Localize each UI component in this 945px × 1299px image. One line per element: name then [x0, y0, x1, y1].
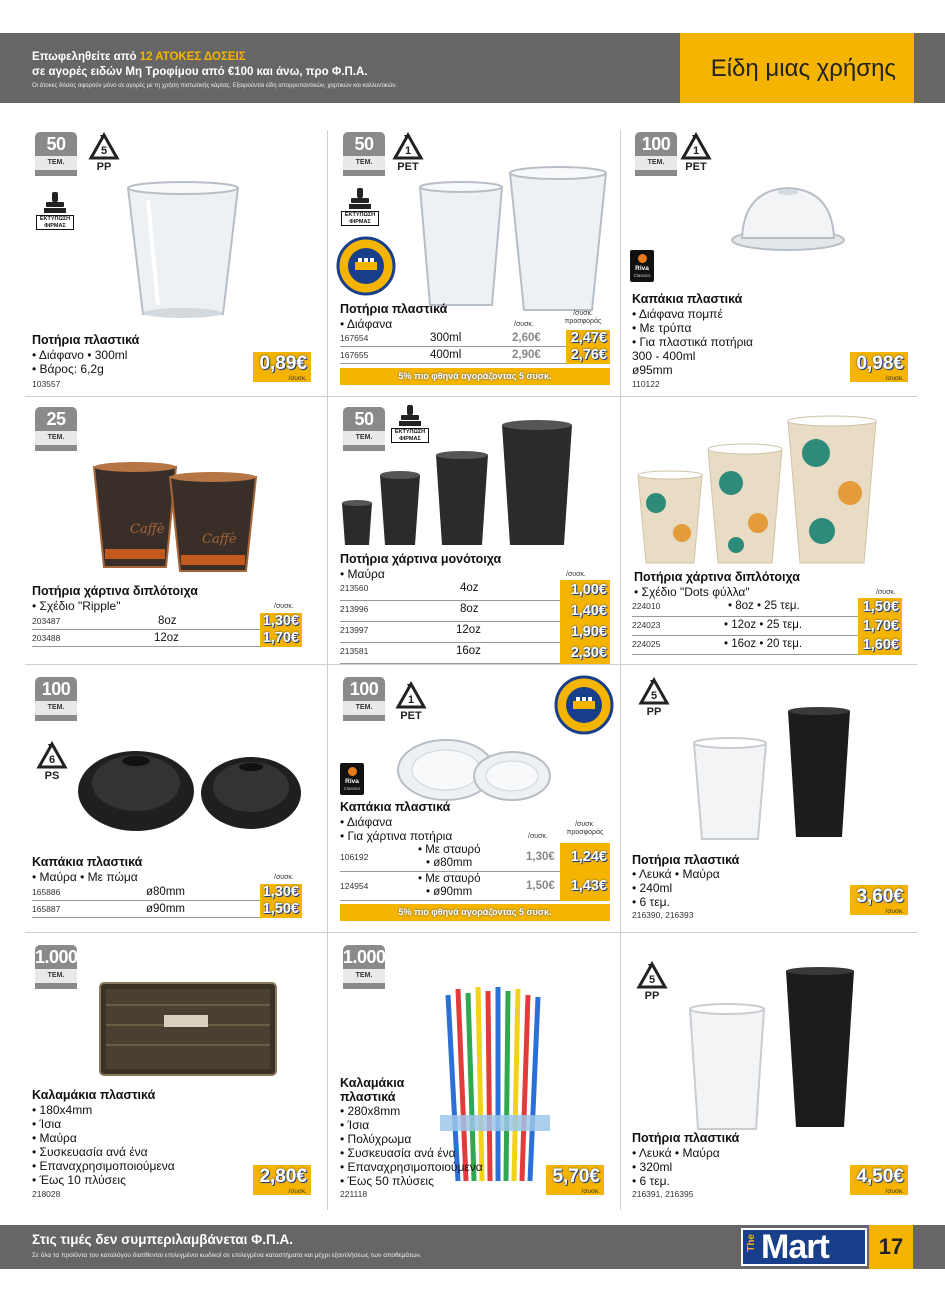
- recycle-code: 6: [48, 754, 56, 766]
- price-table: [340, 843, 610, 901]
- product-title: Ποτήρια χάρτινα μονότοιχα: [340, 552, 502, 566]
- recycle-icon: 5 PP: [634, 677, 674, 725]
- product-card[interactable]: [336, 675, 618, 937]
- product-title: Καπάκια πλαστικά: [340, 800, 451, 814]
- pack-quantity-badge: 1.000 ΤΕΜ.: [343, 945, 385, 989]
- price-tag: 2,80€ /συσκ.: [253, 1165, 311, 1195]
- bulk-discount-banner: 5% πιο φθηνά αγοράζοντας 5 συσκ.: [340, 904, 610, 921]
- product-card[interactable]: [28, 130, 310, 392]
- flat-clear-lids-image: [394, 730, 554, 810]
- product-features: • Διάφανο • 300ml • Βάρος: 6,2g: [32, 348, 128, 376]
- product-features: • Διάφανα: [340, 317, 393, 331]
- product-title: Ποτήρια χάρτινα διπλότοιχα: [634, 570, 800, 584]
- company-print-stamp-icon: ΕΚΤΥΠΩΣΗ ΦΙΡΜΑΣ: [341, 188, 379, 226]
- riva-classics-logo: Riva Classics: [630, 250, 654, 282]
- price-table: [340, 330, 610, 364]
- pack-quantity-badge: 25 ΤΕΜ.: [35, 407, 77, 451]
- price-table: [632, 598, 902, 655]
- product-card[interactable]: [628, 675, 910, 937]
- grid-divider: [620, 130, 621, 1210]
- black-sip-lids-image: [76, 723, 306, 843]
- product-card[interactable]: [336, 405, 618, 667]
- product-card[interactable]: [628, 130, 910, 392]
- recycle-code: 5: [650, 690, 658, 702]
- table-row: 203488 12oz 1,70€: [32, 630, 302, 647]
- price-tag: 0,89€ /συσκ.: [253, 352, 311, 382]
- price-table: [32, 884, 302, 918]
- product-features: • Μαύρα: [340, 567, 385, 581]
- product-features: • Σχέδιο "Ripple": [32, 599, 121, 613]
- vat-notice: Στις τιμές δεν συμπεριλαμβάνεται Φ.Π.Α.: [32, 1232, 294, 1247]
- clear-plastic-cups-image: [410, 165, 610, 320]
- product-card[interactable]: [336, 943, 618, 1205]
- table-row: 213997 12oz 1,90€: [340, 622, 610, 643]
- product-title: Καλαμάκια πλαστικά: [340, 1076, 405, 1104]
- table-row: 165886 ø80mm 1,30€: [32, 884, 302, 901]
- pack-quantity-badge: 100 ΤΕΜ.: [35, 677, 77, 721]
- recycle-icon: 6 PS: [32, 741, 72, 789]
- price-table: [340, 580, 610, 664]
- pack-quantity-badge: 50 ΤΕΜ.: [35, 132, 77, 176]
- table-row: 203487 8oz 1,30€: [32, 613, 302, 630]
- white-black-tumblers-image: [686, 967, 861, 1137]
- column-unit-header: /συσκ.: [876, 589, 896, 596]
- product-code: 221118: [340, 1189, 368, 1199]
- pack-quantity-badge: 50 ΤΕΜ.: [343, 407, 385, 451]
- more-for-less-seal-icon: [554, 675, 614, 735]
- product-card[interactable]: [628, 943, 910, 1205]
- recycle-code: 5: [100, 145, 108, 157]
- section-title-box: [680, 33, 914, 103]
- company-print-stamp-icon: ΕΚΤΥΠΩΣΗ ΦΙΡΜΑΣ: [391, 405, 429, 443]
- price-tag: 0,98€ /συσκ.: [850, 352, 908, 382]
- dome-lid-image: [728, 182, 848, 257]
- more-for-less-seal-icon: [336, 236, 396, 296]
- product-code: 110122: [632, 379, 660, 389]
- product-code: 216390, 216393: [632, 910, 694, 920]
- pack-quantity-badge: 100 ΤΕΜ.: [343, 677, 385, 721]
- recycle-code: 1: [692, 145, 700, 157]
- product-features: • Διάφανα • Για χάρτινα ποτήρια: [340, 815, 453, 843]
- product-code: 103557: [32, 379, 61, 389]
- table-row: 167654 300ml 2,60€ 2,47€: [340, 330, 610, 347]
- recycle-icon: 1 PET: [676, 132, 716, 180]
- product-features: • Διάφανα πομπέ • Με τρύπα • Για πλαστικά ποτήρια 300 - 400ml ø95mm: [632, 307, 753, 377]
- product-features: • Λευκά • Μαύρα • 320ml • 6 τεμ.: [632, 1146, 720, 1188]
- installments-note: Οι άτοκες δόσεις αφορούν μόνο σε αγορές με τη χρήση πιστωτικής κάρτας. Εξαιρούνται είδη απορρυπαντικών, χαρτικών και καλλυντικών.: [32, 83, 398, 89]
- product-card[interactable]: [336, 130, 618, 392]
- table-row: 224010 • 8oz • 25 τεμ. 1,50€: [632, 598, 902, 617]
- product-title: Ποτήρια πλαστικά: [340, 302, 448, 316]
- product-title: Ποτήρια πλαστικά: [32, 333, 140, 347]
- recycle-code: 1: [404, 145, 412, 157]
- recycle-icon: 5 PP: [84, 132, 124, 180]
- recycle-code: 1: [407, 694, 415, 706]
- table-row: 213996 8oz 1,40€: [340, 601, 610, 622]
- table-row: 124954 • Με σταυρό • ø90mm 1,50€ 1,43€: [340, 872, 610, 901]
- price-table: [32, 613, 302, 647]
- product-title: Ποτήρια πλαστικά: [632, 853, 740, 867]
- product-features: • 280x8mm • Ίσια • Πολύχρωμα • Συσκευασία ανά ένα • Επαναχρησιμοποιούμενα • Έως 50 πλύσεις: [340, 1104, 483, 1188]
- installments-highlight: 12 ΑΤΟΚΕΣ ΔΟΣΕΙΣ: [139, 51, 246, 63]
- table-row: 165887 ø90mm 1,50€: [32, 901, 302, 918]
- recycle-icon: 5 PP: [632, 961, 672, 1009]
- page-header: [0, 33, 945, 103]
- page-number: 17: [869, 1225, 913, 1269]
- column-unit-header: /συσκ.: [274, 603, 294, 610]
- svg-text:Caffè: Caffè: [130, 522, 165, 537]
- pack-quantity-badge: 50 ΤΕΜ.: [343, 132, 385, 176]
- riva-classics-logo: Riva Classics: [340, 763, 364, 795]
- bulk-discount-banner: 5% πιο φθηνά αγοράζοντας 5 συσκ.: [340, 368, 610, 385]
- table-row: 167655 400ml 2,90€ 2,76€: [340, 347, 610, 364]
- product-title: Ποτήρια πλαστικά: [632, 1131, 740, 1145]
- recycle-code: 5: [648, 974, 656, 986]
- pack-quantity-badge: 100 ΤΕΜ.: [635, 132, 677, 176]
- the-mart-logo: The Mart: [741, 1228, 867, 1266]
- product-features: • Μαύρα • Με πώμα: [32, 870, 138, 884]
- product-code: 218028: [32, 1189, 61, 1199]
- ripple-paper-cups-image: [90, 437, 260, 582]
- product-card[interactable]: [28, 943, 310, 1205]
- pack-quantity-badge: 1.000 ΤΕΜ.: [35, 945, 77, 989]
- product-title: Καλαμάκια πλαστικά: [32, 1088, 156, 1102]
- recycle-icon: 1 PET: [391, 681, 431, 729]
- svg-text:Caffè: Caffè: [202, 532, 237, 547]
- availability-notice: Σε όλα τα προϊόντα του καταλόγου διατίθενται επιλεγμένοι κωδικοί σε επιλεγμένα καταστήματα και μέχρι εξαντλήσεως των αποθεμάτων.: [32, 1252, 422, 1259]
- clear-plastic-cup-image: [123, 180, 243, 325]
- product-features: • Σχέδιο "Dots φύλλα": [634, 585, 750, 599]
- product-card[interactable]: [28, 675, 310, 937]
- product-title: Καπάκια πλαστικά: [632, 292, 743, 306]
- table-row: 224025 • 16oz • 20 τεμ. 1,60€: [632, 636, 902, 655]
- installments-condition: σε αγορές ειδών Μη Τροφίμου από €100 και άνω, προ Φ.Π.Α.: [32, 66, 368, 78]
- product-code: 216391, 216395: [632, 1189, 694, 1199]
- product-title: Ποτήρια χάρτινα διπλότοιχα: [32, 584, 198, 598]
- product-features: • Λευκά • Μαύρα • 240ml • 6 τεμ.: [632, 867, 720, 909]
- section-title: Είδη μιας χρήσης: [710, 55, 896, 82]
- product-features: • 180x4mm • Ίσια • Μαύρα • Συσκευασία ανά ένα • Επαναχρησιμοποιούμενα • Έως 10 πλύσεις: [32, 1103, 175, 1187]
- table-row: 224023 • 12oz • 25 τεμ. 1,70€: [632, 617, 902, 636]
- company-print-stamp-icon: ΕΚΤΥΠΩΣΗ ΦΙΡΜΑΣ: [36, 192, 74, 230]
- product-card[interactable]: [628, 405, 910, 667]
- product-card[interactable]: [28, 405, 310, 667]
- column-unit-header: /συσκ.: [274, 874, 294, 881]
- column-unit-header: /συσκ.: [566, 571, 586, 578]
- white-black-tumblers-image: [690, 707, 860, 847]
- column-offer-header: /συσκ. προσφοράς: [566, 821, 604, 836]
- table-row: 106192 • Με σταυρό • ø80mm 1,30€ 1,24€: [340, 843, 610, 872]
- table-row: 213581 16oz 2,30€: [340, 643, 610, 664]
- column-unit-header: /συσκ.: [514, 321, 534, 328]
- recycle-icon: 1 PET: [388, 132, 428, 180]
- black-straws-pack-image: [98, 975, 278, 1085]
- page-footer: [0, 1225, 945, 1269]
- price-tag: 4,50€ /συσκ.: [850, 1165, 908, 1195]
- column-offer-header: /συσκ. προσφοράς: [564, 310, 602, 325]
- installments-line: Επωφεληθείτε από 12 ΑΤΟΚΕΣ ΔΟΣΕΙΣ: [32, 51, 246, 63]
- price-tag: 3,60€ /συσκ.: [850, 885, 908, 915]
- table-row: 213560 4oz 1,00€: [340, 580, 610, 601]
- leaf-pattern-paper-cups-image: [636, 413, 906, 573]
- price-tag: 5,70€ /συσκ.: [546, 1165, 604, 1195]
- product-title: Καπάκια πλαστικά: [32, 855, 143, 869]
- grid-divider: [25, 396, 917, 397]
- black-paper-cups-image: [342, 415, 607, 555]
- grid-divider: [327, 130, 328, 1210]
- column-unit-header: /συσκ.: [528, 833, 548, 840]
